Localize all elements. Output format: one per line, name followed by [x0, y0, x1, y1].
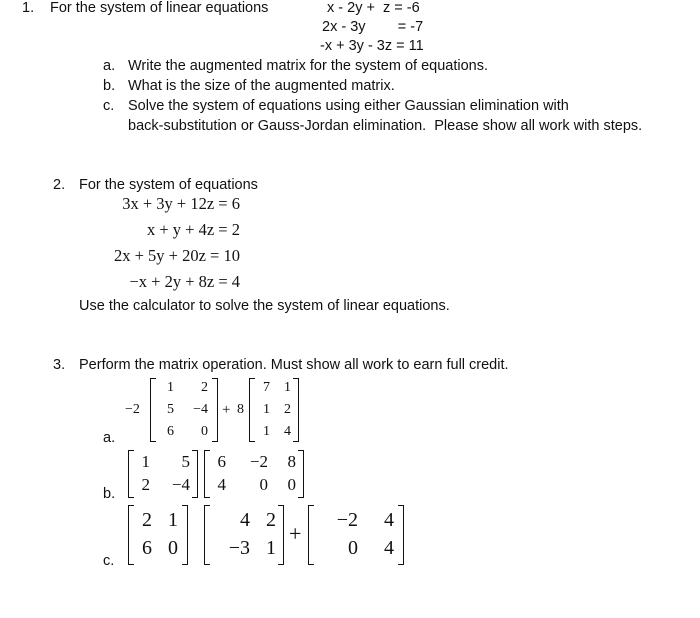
q3a-coefficient-1: −2 [125, 402, 140, 417]
q3c-plus-operator: + [289, 521, 302, 546]
matrix-cell: 1 [263, 424, 270, 439]
matrix-cell: 8 [287, 452, 296, 471]
matrix-cell: −2 [336, 509, 358, 531]
matrix-cell: 6 [217, 452, 226, 471]
q3a-plus-operator: + [222, 402, 231, 418]
q1-part-a-text: Write the augmented matrix for the system of equations. [128, 58, 488, 74]
matrix-cell: −4 [171, 475, 190, 494]
matrix-cell: 6 [142, 537, 152, 559]
q3b-matrix-1 [128, 450, 198, 498]
q3a-coefficient-2: 8 [237, 402, 244, 417]
matrix-cell: −4 [193, 402, 208, 417]
q3c-matrix-3 [308, 505, 404, 565]
matrix-cell: −2 [249, 452, 268, 471]
q1-equation-1: x - 2y + z = -6 [327, 0, 420, 16]
q1-part-c-line-2: back-substitution or Gauss-Jordan elimination. Please show all work with steps. [128, 118, 643, 134]
matrix-cell: 5 [181, 452, 190, 471]
matrix-cell: 2 [141, 475, 150, 494]
matrix-cell: 7 [263, 380, 270, 395]
matrix-cell: 2 [201, 380, 208, 395]
q3a-matrix-2 [249, 378, 299, 442]
matrix-cell: 4 [384, 509, 394, 531]
q1-prompt: For the system of linear equations [50, 0, 269, 16]
q1-part-a-label: a. [103, 58, 116, 74]
q3-number: 3. [53, 357, 66, 373]
q2-equation-block [60, 194, 240, 298]
matrix-cell: 0 [201, 424, 208, 439]
q3-part-c-label: c. [103, 553, 115, 569]
q1-equation-2: 2x - 3y = -7 [322, 19, 424, 35]
matrix-cell: 4 [384, 537, 394, 559]
q3-part-a-label: a. [103, 430, 116, 446]
matrix-cell: 2 [284, 402, 291, 417]
matrix-cell: 0 [259, 475, 268, 494]
q2-equation-3: 2x + 5y + 20z = 10 [114, 246, 240, 265]
matrix-cell: 0 [168, 537, 178, 559]
q3-prompt: Perform the matrix operation. Must show all work to earn full credit. [79, 357, 509, 373]
q1-part-c-label: c. [103, 98, 115, 114]
matrix-cell: 1 [284, 380, 291, 395]
matrix-cell: 1 [263, 402, 270, 417]
q3c-matrix-2 [204, 505, 284, 565]
matrix-cell: 4 [217, 475, 226, 494]
q3c-matrix-1 [128, 505, 188, 565]
q2-instruction: Use the calculator to solve the system of linear equations. [79, 298, 450, 314]
matrix-cell: 4 [284, 424, 291, 439]
matrix-cell: 1 [266, 537, 276, 559]
q3-part-b-label: b. [103, 486, 116, 502]
q3a-matrix-1 [150, 378, 218, 442]
matrix-cell: 1 [168, 509, 178, 531]
matrix-cell: 1 [167, 380, 174, 395]
matrix-cell: 2 [142, 509, 152, 531]
q1-part-c-line-1: Solve the system of equations using either Gaussian elimination with [128, 98, 569, 114]
matrix-cell: 5 [167, 402, 174, 417]
q1-part-b-label: b. [103, 78, 116, 94]
matrix-cell: 4 [240, 509, 250, 531]
q1-part-b-text: What is the size of the augmented matrix. [128, 78, 395, 94]
q3b-matrix-2 [204, 450, 304, 498]
matrix-cell: 6 [167, 424, 174, 439]
matrix-cell: 0 [287, 475, 296, 494]
matrix-cell: 1 [141, 452, 150, 471]
matrix-cell: 0 [348, 537, 358, 559]
q1-equation-3: -x + 3y - 3z = 11 [320, 38, 424, 54]
q2-equation-4: −x + 2y + 8z = 4 [129, 272, 240, 291]
q2-equation-2: x + y + 4z = 2 [147, 220, 240, 239]
matrix-cell: −3 [228, 537, 250, 559]
q2-equation-1: 3x + 3y + 12z = 6 [122, 194, 240, 213]
q1-number: 1. [22, 0, 35, 16]
matrix-cell: 2 [266, 509, 276, 531]
q2-prompt: For the system of equations [79, 177, 258, 193]
q2-number: 2. [53, 177, 66, 193]
